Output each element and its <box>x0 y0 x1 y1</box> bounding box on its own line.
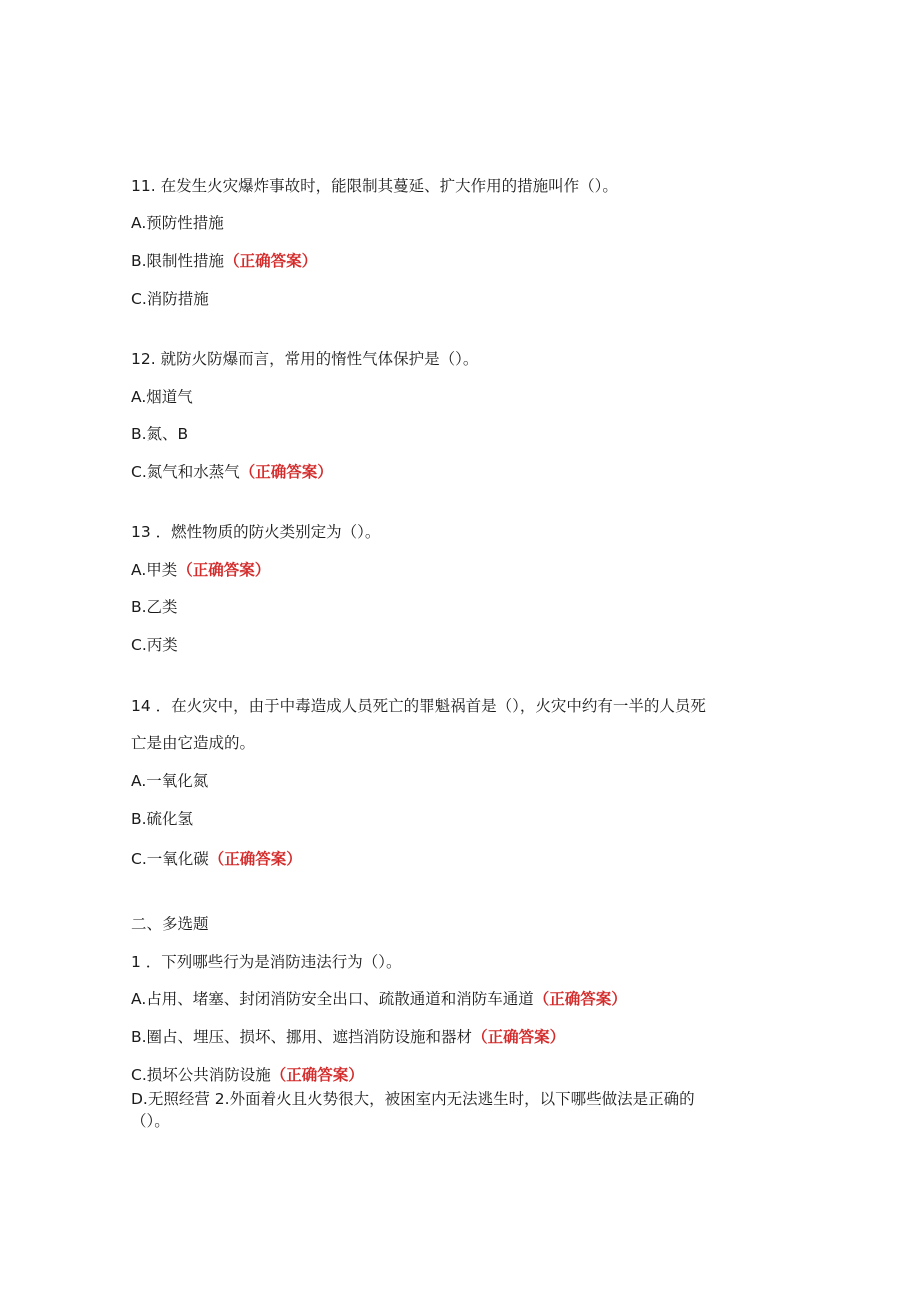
q14-option-c <box>131 849 302 869</box>
q13-option-a-text: A.甲类 <box>131 561 178 579</box>
q12-option-c-text: C.氮气和水蒸气 <box>131 463 240 481</box>
correct-answer-mark: （正确答案） <box>224 252 318 270</box>
q11-option-b-text: B.限制性措施 <box>131 252 225 270</box>
q14-option-a: A.一氧化氮 <box>131 772 209 790</box>
correct-answer-mark: （正确答案） <box>533 990 627 1008</box>
correct-answer-mark: （正确答案） <box>239 463 333 481</box>
correct-answer-mark: （正确答案） <box>270 1066 364 1084</box>
q11-option-c: C.消防措施 <box>131 290 209 308</box>
m1-option-d-line2: （）。 <box>131 1112 170 1130</box>
multi-question-1-text: 1 ．下列哪些行为是消防违法行为（）。 <box>131 953 402 971</box>
q12-option-a: A.烟道气 <box>131 388 193 406</box>
m1-option-b-text: B.圈占、埋压、损坏、挪用、遮挡消防设施和器材 <box>131 1028 473 1046</box>
m1-option-a-text: A.占用、堵塞、封闭消防安全出口、疏散通道和消防车通道 <box>131 990 534 1008</box>
section-title-multiple-choice: 二、多选题 <box>131 915 209 933</box>
question-12-text: 12. 就防火防爆而言，常用的惰性气体保护是（）。 <box>131 350 479 368</box>
m1-option-c <box>131 1065 364 1085</box>
q11-option-a: A.预防性措施 <box>131 214 224 232</box>
question-14-text-line2: 亡是由它造成的。 <box>131 734 256 752</box>
m1-option-d-line1: D.无照经营 2.外面着火且火势很大，被困室内无法逃生时，以下哪些做法是正确的 <box>131 1090 695 1108</box>
question-14-text-line1: 14 ．在火灾中，由于中毒造成人员死亡的罪魁祸首是（），火灾中约有一半的人员死 <box>131 697 706 715</box>
q12-option-c <box>131 462 333 482</box>
m1-option-c-text: C.损坏公共消防设施 <box>131 1066 271 1084</box>
q11-option-b <box>131 251 317 271</box>
q14-option-b: B.硫化氢 <box>131 810 194 828</box>
q14-option-c-text: C.一氧化碳 <box>131 850 209 868</box>
q13-option-b: B.乙类 <box>131 598 178 616</box>
q12-option-b: B.氮、B <box>131 425 189 443</box>
correct-answer-mark: （正确答案） <box>472 1028 566 1046</box>
correct-answer-mark: （正确答案） <box>208 850 302 868</box>
correct-answer-mark: （正确答案） <box>177 561 271 579</box>
q13-option-c: C.丙类 <box>131 636 178 654</box>
question-11-text: 11. 在发生火灾爆炸事故时，能限制其蔓延、扩大作用的措施叫作（）。 <box>131 177 618 195</box>
m1-option-b <box>131 1027 565 1047</box>
q13-option-a <box>131 560 270 580</box>
question-13-text: 13 ．燃性物质的防火类别定为（）。 <box>131 523 381 541</box>
m1-option-a <box>131 989 627 1009</box>
